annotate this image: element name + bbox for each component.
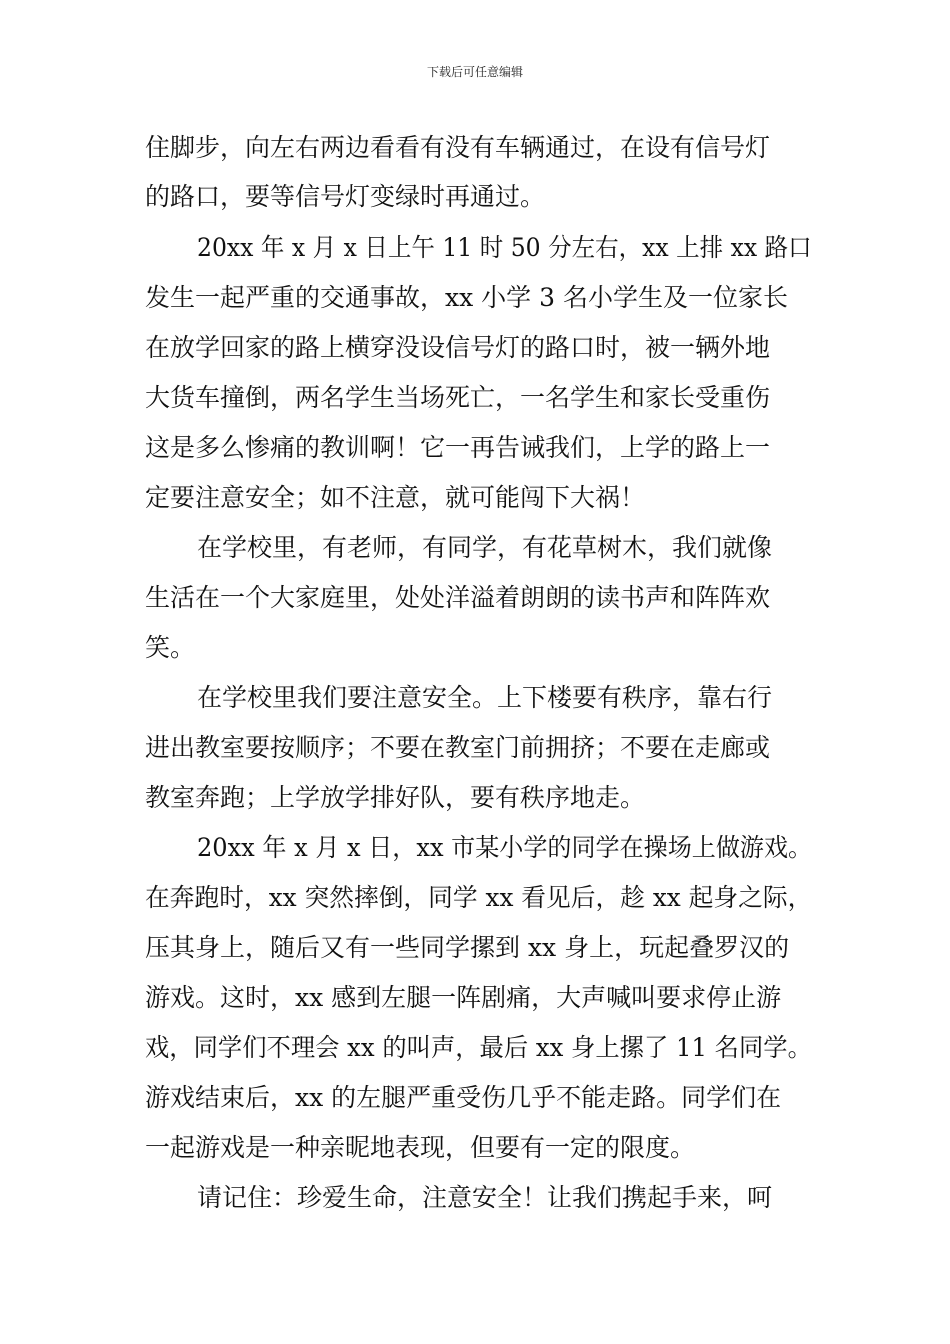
- text-line: 教室奔跑；上学放学排好队，要有秩序地走。: [145, 783, 646, 812]
- text-line: 在学校里，有老师，有同学，有花草树木，我们就像: [197, 533, 773, 562]
- text-line: 在奔跑时，xx 突然摔倒，同学 xx 看见后，趁 xx 起身之际，: [145, 883, 813, 912]
- text-line: 生活在一个大家庭里，处处洋溢着朗朗的读书声和阵阵欢: [145, 583, 771, 612]
- text-line: 进出教室要按顺序；不要在教室门前拥挤；不要在走廊或: [145, 733, 771, 762]
- text-line: 在放学回家的路上横穿没设信号灯的路口时，被一辆外地: [145, 333, 771, 362]
- text-line: 请记住：珍爱生命，注意安全！让我们携起手来，呵: [197, 1183, 773, 1212]
- text-line: 20xx 年 x 月 x 日，xx 市某小学的同学在操场上做游戏。: [197, 833, 813, 862]
- text-line: 20xx 年 x 月 x 日上午 11 时 50 分左右，xx 上排 xx 路口: [197, 233, 812, 262]
- text-line: 游戏结束后，xx 的左腿严重受伤几乎不能走路。同学们在: [145, 1083, 782, 1112]
- text-line: 戏，同学们不理会 xx 的叫声，最后 xx 身上摞了 11 名同学。: [145, 1033, 812, 1062]
- text-line: 住脚步，向左右两边看看有没有车辆通过，在设有信号灯: [145, 133, 771, 162]
- text-line: 的路口，要等信号灯变绿时再通过。: [145, 182, 546, 211]
- text-line: 这是多么惨痛的教训啊！它一再告诫我们，上学的路上一: [145, 433, 771, 462]
- text-line: 游戏。这时，xx 感到左腿一阵剧痛，大声喊叫要求停止游: [145, 983, 782, 1012]
- text-line: 压其身上，随后又有一些同学摞到 xx 身上，玩起叠罗汉的: [145, 933, 790, 962]
- text-line: 定要注意安全；如不注意，就可能闯下大祸！: [145, 483, 646, 512]
- page-header: 下载后可任意编辑: [426, 65, 523, 79]
- text-line: 发生一起严重的交通事故，xx 小学 3 名小学生及一位家长: [145, 283, 788, 312]
- text-line: 笑。: [145, 633, 196, 662]
- text-line: 大货车撞倒，两名学生当场死亡，一名学生和家长受重伤: [145, 383, 771, 412]
- text-line: 在学校里我们要注意安全。上下楼要有秩序，靠右行: [197, 683, 773, 712]
- text-line: 一起游戏是一种亲昵地表现，但要有一定的限度。: [145, 1133, 696, 1162]
